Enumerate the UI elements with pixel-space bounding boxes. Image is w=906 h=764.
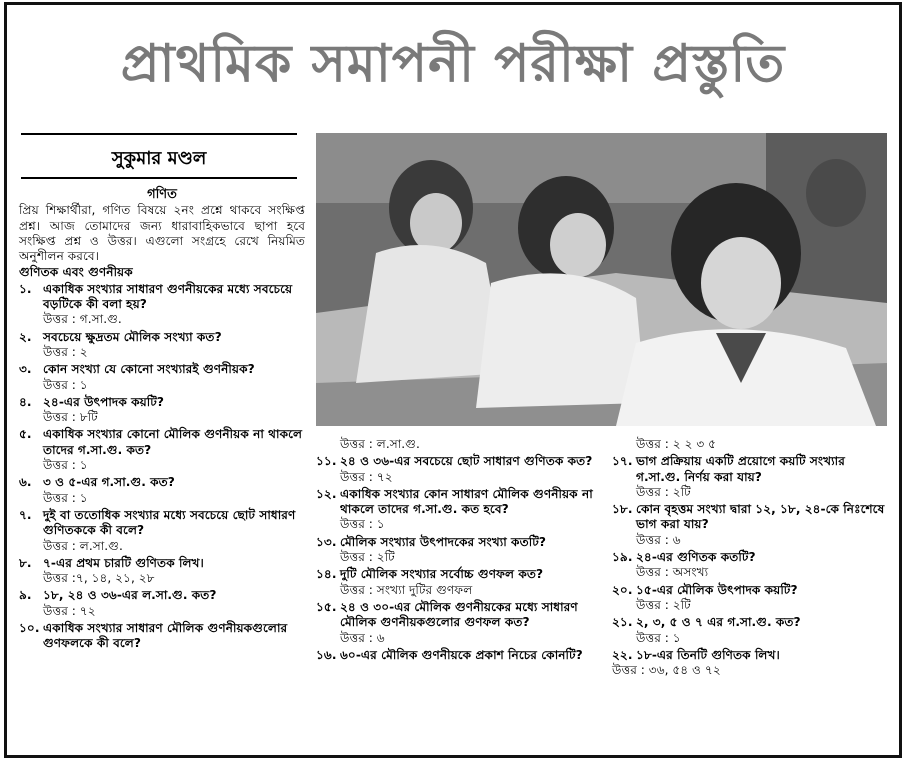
answer-18: উত্তর : ৬ [636, 532, 681, 547]
answer-14: উত্তর : সংখ্যা দুটির গুণফল [340, 582, 473, 597]
exam-hall-photo [316, 133, 887, 426]
question-2: ২. সবচেয়ে ক্ষুদ্রতম মৌলিক সংখ্যা কত? [19, 329, 222, 344]
question-13: ১৩. মৌলিক সংখ্যার উৎপাদকের সংখ্যা কতটি? [316, 534, 546, 549]
headline: প্রাথমিক সমাপনী পরীক্ষা প্রস্তুতি [120, 33, 786, 94]
author-rule-bottom [21, 177, 297, 179]
question-16: ১৬. ৬০-এর মৌলিক গুণনীয়কে প্রকাশ নিচের কোনটি? [316, 647, 583, 662]
question-21: ২১. ২, ৩, ৫ ও ৭ এর গ.সা.গু. কত? [612, 615, 801, 630]
question-9: ৯. ১৮, ২৪ ও ৩৬-এর ল.সা.গু. কত? [19, 588, 217, 603]
question-18: ১৮. কোন বৃহত্তম সংখ্যা দ্বারা ১২, ১৮, ২৪-কে নিঃশেষে ভাগ করা যায়? [612, 502, 885, 532]
question-11: ১১. ২৪ ও ৩৬-এর সবচেয়ে ছোট সাধারণ গুণিতক কত? [316, 454, 593, 469]
left-column [19, 187, 305, 652]
question-22: ২২. ১৮-এর তিনটি গুণিতক লিখ। [612, 647, 780, 662]
answer-22: উত্তর : ৩৬, ৫৪ ও ৭২ [612, 663, 721, 678]
answer-7: উত্তর : ল.সা.গু. [43, 538, 123, 553]
answer-20: উত্তর : ২টি [636, 597, 691, 612]
question-17: ১৭. ভাগ প্রক্রিয়ায় একটি প্রয়োগে কয়টি সংখ্যার গ.সা.গু. নির্ণয় করা যায়? [612, 454, 845, 484]
subject-title: গণিত [147, 187, 177, 202]
answer-16: উত্তর : ২ ২ ৩ ৫ [636, 437, 717, 451]
author-name: সুকুমার মণ্ডল [111, 148, 207, 169]
right-column [612, 437, 892, 680]
answer-8: উত্তর :৭, ১৪, ২১, ২৮ [43, 571, 155, 586]
answer-9: উত্তর : ৭২ [43, 603, 96, 618]
answer-15: উত্তর : ৬ [340, 630, 385, 645]
intro-paragraph: প্রিয় শিক্ষার্থীরা, গণিত বিষয়ে ২নং প্রশ্নে থাকবে সংক্ষিপ্ত প্রশ্ন। আজ তোমাদের জন্য ধারাবাহিকভাবে ছাপা হবে সংক্ষিপ্ত প্রশ্ন ও উত্তর। এগুলো সংগ্রহে রেখে নিয়মিত অনুশীলন করবে। [19, 203, 305, 264]
question-3: ৩. কোন সংখ্যা যে কোনো সংখ্যারই গুণনীয়ক? [19, 362, 255, 377]
answer-12: উত্তর : ১ [340, 517, 385, 532]
question-6: ৬. ৩ ও ৫-এর গ.সা.গু. কত? [19, 475, 175, 490]
section-heading: গুণিতক এবং গুণনীয়ক [19, 265, 133, 280]
answer-3: উত্তর : ১ [43, 377, 88, 392]
answer-6: উত্তর : ১ [43, 490, 88, 505]
question-20: ২০. ১৫-এর মৌলিক উৎপাদক কয়টি? [612, 582, 798, 597]
author-rule-top [21, 133, 297, 135]
answer-4: উত্তর : ৮টি [43, 410, 98, 425]
students-writing-exam-icon [316, 133, 887, 426]
middle-column [316, 437, 606, 663]
answer-5: উত্তর : ১ [43, 458, 88, 473]
answer-1: উত্তর : গ.সা.গু. [43, 312, 122, 327]
question-8: ৮. ৭-এর প্রথম চারটি গুণিতক লিখ। [19, 555, 204, 570]
question-4: ৪. ২৪-এর উৎপাদক কয়টি? [19, 394, 164, 409]
question-list-left [19, 282, 305, 652]
answer-11: উত্তর : ৭২ [340, 469, 393, 484]
answer-17: উত্তর : ২টি [636, 484, 691, 499]
question-10: ১০. একাধিক সংখ্যার সাধারণ মৌলিক গুণনীয়কগুলোর গুণফলকে কী বলে? [19, 621, 288, 651]
question-12: ১২. একাধিক সংখ্যার কোন সাধারণ মৌলিক গুণনীয়ক না থাকলে তাদের গ.সা.গু. কত হবে? [316, 486, 593, 517]
answer-2: উত্তর : ২ [43, 344, 88, 359]
question-19: ১৯. ২৪-এর গুণিতক কতটি? [612, 550, 756, 565]
question-15: ১৫. ২৪ ও ৩০-এর মৌলিক গুণনীয়কের মধ্যে সাধারণ মৌলিক গুণনীয়কগুলোর গুণফল কত? [316, 599, 578, 630]
question-1: ১. একাধিক সংখ্যার সাধারণ গুণনীয়কের মধ্যে সবচেয়ে বড়টিকে কী বলা হয়? [19, 281, 293, 312]
answer-19: উত্তর : অসংখ্য [636, 565, 709, 580]
answer-10: উত্তর : ল.সা.গু. [340, 437, 420, 451]
answer-13: উত্তর : ২টি [340, 550, 395, 565]
newspaper-page [4, 2, 902, 758]
answer-21: উত্তর : ১ [636, 630, 681, 645]
question-5: ৫. একাধিক সংখ্যার কোনো মৌলিক গুণনীয়ক না থাকলে তাদের গ.সা.গু. কত? [19, 427, 303, 457]
question-7: ৭. দুই বা ততোধিক সংখ্যার মধ্যে সবচেয়ে ছোট সাধারণ গুণিতককে কী বলে? [19, 507, 296, 538]
question-14: ১৪. দুটি মৌলিক সংখ্যার সর্বোচ্চ গুণফল কত? [316, 567, 544, 582]
